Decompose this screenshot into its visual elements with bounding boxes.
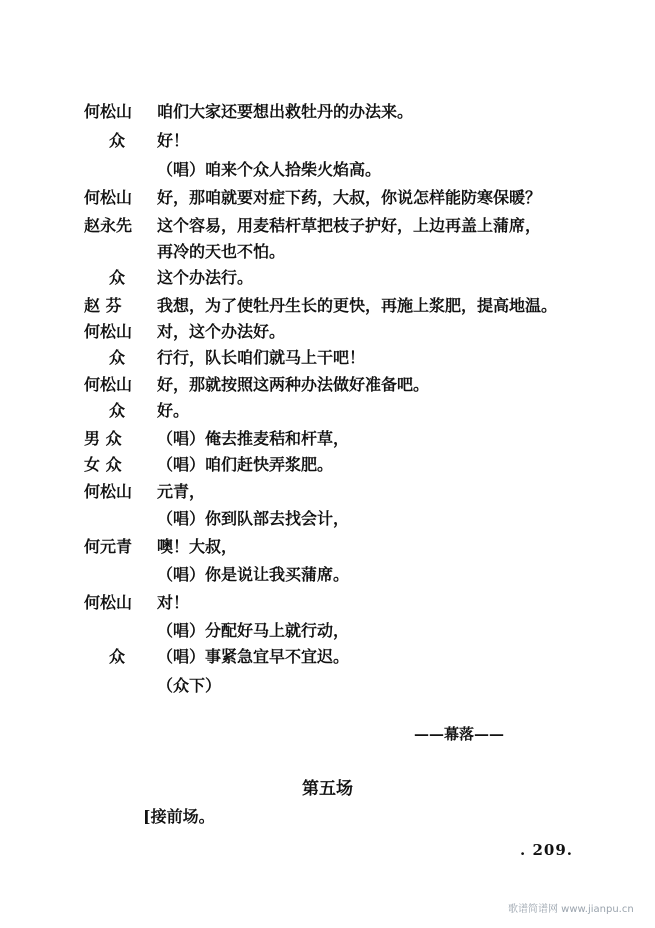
- speech-text: 我想，为了使牡丹生长的更快，再施上浆肥，提高地温。: [157, 296, 558, 315]
- speech-text: 好，那咱就要对症下药，大叔，你说怎样能防寒保暖？: [157, 188, 542, 207]
- speech-text: 再冷的天也不怕。: [157, 242, 286, 261]
- speech-text: 元青，: [157, 482, 206, 501]
- dialogue-line: [0, 318, 655, 346]
- dialogue-line: [0, 371, 655, 399]
- speech-text: （唱）俺去推麦秸和杆草，: [157, 429, 350, 448]
- speaker-name: 何松山: [84, 188, 133, 207]
- speech-text: （众下）: [157, 676, 222, 695]
- dialogue-line: [0, 98, 655, 126]
- dialogue-line: [0, 397, 655, 425]
- dialogue-line: [0, 672, 655, 700]
- dialogue-line: [0, 643, 655, 671]
- speaker-name: 何松山: [84, 593, 133, 612]
- dialogue-line: [0, 238, 655, 266]
- speaker-name: 何元青: [84, 537, 133, 556]
- speech-text: 好，那就按照这两种办法做好准备吧。: [157, 375, 430, 394]
- speaker-name: 众: [108, 647, 125, 666]
- speaker-name: 何松山: [84, 102, 133, 121]
- speech-text: 这个容易，用麦秸杆草把枝子护好，上边再盖上蒲席，: [157, 216, 542, 235]
- speech-text: （唱）咱们赶快弄浆肥。: [157, 455, 334, 474]
- speaker-name: 赵永先: [84, 216, 133, 235]
- speech-text: 噢！大叔，: [157, 537, 238, 556]
- scene-title: 第五场: [302, 779, 353, 799]
- speaker-name: 众: [108, 401, 125, 420]
- speaker-name: 男 众: [84, 429, 122, 448]
- speech-text: 这个办法行。: [157, 268, 254, 287]
- dialogue-line: [0, 344, 655, 372]
- speech-text: （唱）分配好马上就行动，: [157, 621, 350, 640]
- speech-text: （唱）事紧急宜早不宜迟。: [157, 647, 350, 666]
- speaker-name: 何松山: [84, 322, 133, 341]
- dialogue-line: [0, 617, 655, 645]
- speech-text: 对！: [157, 593, 190, 612]
- speech-text: 好。: [157, 401, 190, 420]
- page-number: . 209.: [520, 841, 573, 859]
- dialogue-line: [0, 127, 655, 155]
- speech-text: 好！: [157, 131, 190, 150]
- dialogue-line: [0, 264, 655, 292]
- curtain-falls: ——幕落——: [414, 725, 505, 743]
- speaker-name: 何松山: [84, 375, 133, 394]
- dialogue-line: [0, 292, 655, 320]
- dialogue-line: [0, 533, 655, 561]
- speech-text: 行行，队长咱们就马上干吧！: [157, 348, 366, 367]
- speech-text: （唱）你到队部去找会计，: [157, 509, 350, 528]
- speaker-name: 何松山: [84, 482, 133, 501]
- dialogue-line: [0, 589, 655, 617]
- dialogue-line: [0, 451, 655, 479]
- dialogue-line: [0, 212, 655, 240]
- stage-direction: [接前场。: [143, 807, 215, 826]
- dialogue-line: [0, 425, 655, 453]
- speech-text: 对，这个办法好。: [157, 322, 286, 341]
- dialogue-line: [0, 156, 655, 184]
- speaker-name: 众: [108, 131, 125, 150]
- speaker-name: 赵 芬: [84, 296, 122, 315]
- speech-text: 咱们大家还要想出救牡丹的办法来。: [157, 102, 414, 121]
- watermark: 歌谱简谱网 www.jianpu.cn: [508, 904, 634, 915]
- dialogue-line: [0, 561, 655, 589]
- speaker-name: 众: [108, 348, 125, 367]
- speaker-name: 众: [108, 268, 125, 287]
- speech-text: （唱）你是说让我买蒲席。: [157, 565, 350, 584]
- dialogue-line: [0, 505, 655, 533]
- dialogue-line: [0, 184, 655, 212]
- speaker-name: 女 众: [84, 455, 122, 474]
- dialogue-line: [0, 478, 655, 506]
- speech-text: （唱）咱来个众人拾柴火焰高。: [157, 160, 382, 179]
